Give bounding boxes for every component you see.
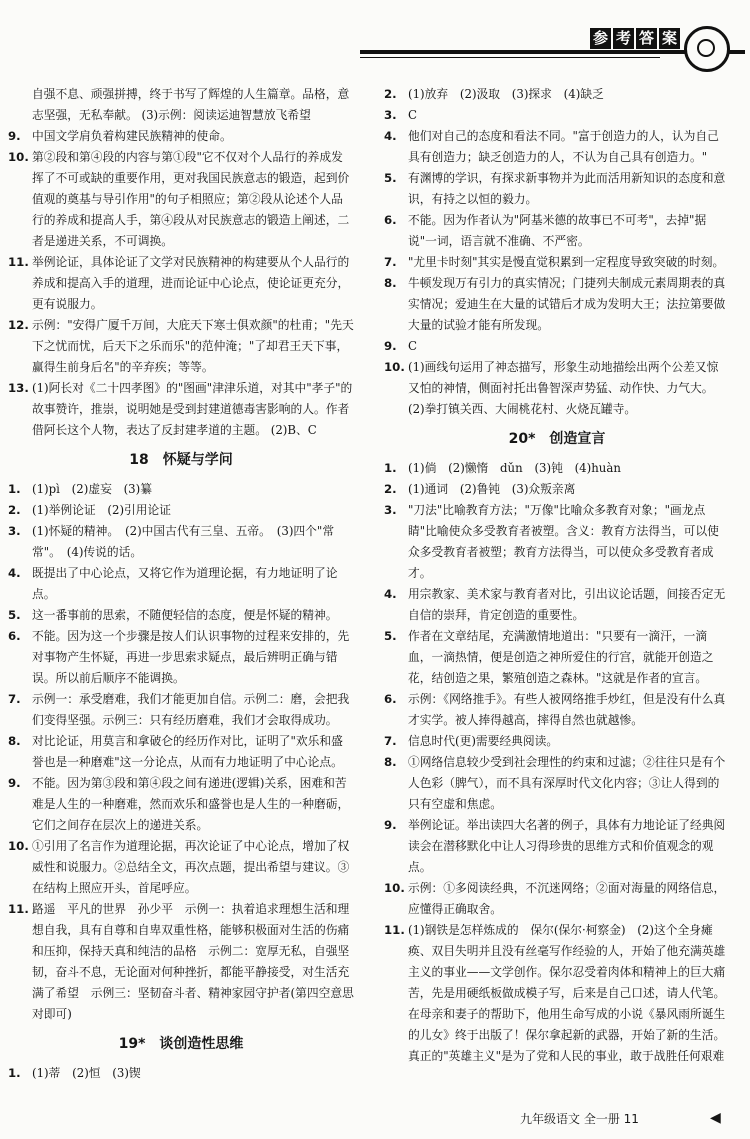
answer-item	[8, 500, 354, 521]
answer-text: 示例：《网络推手》。有些人被网络推手炒红，但是没有什么真才实学。被人捧得越高，摔得自然也就越惨。	[408, 692, 726, 727]
header-title-char: 案	[659, 28, 680, 49]
answer-item	[384, 920, 730, 1067]
answer-text: (1)怀疑的精神。 (2)中国古代有三皇、五帝。 (3)四个"常常"。 (4)传说的话。	[32, 524, 335, 559]
answer-number: 5.	[384, 171, 397, 185]
answer-number: 3.	[384, 503, 397, 517]
answer-text: (1)举例论证 (2)引用论证	[32, 503, 172, 517]
answer-text: 用宗教家、美术家与教育者对比，引出议论话题，间接否定无自信的崇拜，肯定创造的重要性。	[408, 587, 726, 622]
answer-number: 13.	[8, 381, 29, 395]
answer-item	[8, 84, 354, 126]
answer-item	[384, 752, 730, 815]
answer-text: ①引用了名言作为道理论据，再次论证了中心论点，增加了权威性和说服力。②总结全文，再次点题，提出希望与建议。③在结构上照应开头，首尾呼应。	[32, 839, 350, 895]
answer-item	[8, 1063, 354, 1084]
header-title	[590, 28, 680, 49]
answer-item	[8, 605, 354, 626]
answer-number: 5.	[8, 608, 21, 622]
answer-text: 有渊博的学识，有探求新事物并为此而活用新知识的态度和意识，有持之以恒的毅力。	[408, 171, 726, 206]
answer-item	[8, 689, 354, 731]
answer-item	[384, 336, 730, 357]
answer-number: 10.	[8, 150, 29, 164]
answer-number: 1.	[8, 482, 21, 496]
answer-item	[384, 584, 730, 626]
answer-item	[8, 378, 354, 441]
answer-item	[384, 105, 730, 126]
answer-text: "尤里卡时刻"其实是慢直觉积累到一定程度导致突破的时刻。	[408, 255, 725, 269]
answer-number: 9.	[384, 339, 397, 353]
answer-text: (1)画线句运用了神态描写，形象生动地描绘出两个公差又惊又怕的神情，侧面衬托出鲁智深声势猛、动作快、力气大。 (2)拳打镇关西、大闹桃花村、火烧瓦罐寺。	[408, 360, 719, 416]
answer-text: 不能。因为第③段和第④段之间有递进(逻辑)关系，困难和苦难是人生的一种磨难，然而欢乐和盛誉也是人生的一种磨砺，它们之间存在层次上的递进关系。	[32, 776, 350, 832]
answer-number: 10.	[8, 839, 29, 853]
answer-item	[8, 479, 354, 500]
answer-item	[384, 626, 730, 689]
answer-text: 既提出了中心论点，又将它作为道理论据，有力地证明了论点。	[32, 566, 338, 601]
right-column	[384, 84, 730, 1067]
answer-item	[384, 878, 730, 920]
answer-text: (1)阿长对《二十四孝图》的"图画"津津乐道，对其中"孝子"的故事赞许，推崇，说明她是受到封建道德毒害影响的人。作者借阿长这个人物，表达了反封建孝道的主题。 (2)B、C	[32, 381, 353, 437]
answer-item	[384, 815, 730, 878]
answer-item	[8, 126, 354, 147]
answer-item	[8, 521, 354, 563]
answer-number: 8.	[384, 755, 397, 769]
section-title: 20* 创造宣言	[508, 431, 606, 447]
header-rule-thin	[360, 57, 660, 58]
answer-number: 9.	[8, 776, 21, 790]
answer-item	[8, 773, 354, 836]
answer-number: 2.	[384, 482, 397, 496]
answer-text: 示例："安得广厦千万间，大庇天下寒士俱欢颜"的杜甫；"先天下之忧而忧，后天下之乐而乐"的范仲淹；"了却君王天下事，赢得生前身后名"的辛弃疾；等等。	[32, 318, 354, 374]
answer-number: 7.	[8, 692, 21, 706]
answer-number: 5.	[384, 629, 397, 643]
answer-number: 11.	[8, 902, 29, 916]
answer-number: 11.	[384, 923, 405, 937]
answer-item	[384, 273, 730, 336]
answer-item	[384, 357, 730, 420]
answer-number: 9.	[8, 129, 21, 143]
answer-text: 自强不息、顽强拼搏，终于书写了辉煌的人生篇章。品格，意志坚强，无私奉献。 (3)示例：阅读运迪智慧放飞希望	[32, 87, 350, 122]
answer-text: (1)通词 (2)鲁钝 (3)众叛亲离	[408, 482, 576, 496]
header-logo-icon	[684, 26, 730, 72]
answer-number: 3.	[384, 108, 397, 122]
answer-text: C	[408, 339, 417, 353]
answer-text: 中国文学肩负着构建民族精神的使命。	[32, 129, 232, 143]
answer-text: 路遥 平凡的世界 孙少平 示例一：执着追求理想生活和理想自我，具有自尊和自卑双重性格，能够积极面对生活的伤痛和压抑，保持天真和纯洁的品格 示例二：宽厚无私，自强坚韧，奋斗不息，无论面对何种挫折，都能平静接受，对生活充满了希望 示例三：坚韧奋斗者、精神家园守护者(第四空意思对即可)	[32, 902, 354, 1021]
answer-item	[8, 563, 354, 605]
page-arrow-icon: ◀	[710, 1110, 721, 1126]
answer-text: (1)蒂 (2)恒 (3)锲	[32, 1066, 141, 1080]
answer-text: (1)钢铁是怎样炼成的 保尔(保尔·柯察金) (2)这个全身瘫痪、双目失明并且没有丝毫写作经验的人，开始了他充满英雄主义的事业——文学创作。保尔忍受着肉体和精神上的巨大痛苦，先是用硬纸板做成模子写，后来是自己口述，请人代笔。在母亲和妻子的帮助下，他用生命写成的小说《暴风雨所诞生的儿女》终于出版了！保尔拿起新的武器，开始了新的生活。真正的"英雄主义"是为了党和人民的事业，敢于战胜任何艰难	[408, 923, 726, 1063]
answer-text: 他们对自己的态度和看法不同。"富于创造力的人，认为自己具有创造力；缺乏创造力的人，不认为自己具有创造力。"	[408, 129, 719, 164]
answer-text: (1)倘 (2)懒惰 dǔn (3)钝 (4)huàn	[408, 461, 621, 475]
answer-text: 示例：①多阅读经典，不沉迷网络；②面对海量的网络信息，应懂得正确取舍。	[408, 881, 726, 916]
answer-number: 6.	[384, 692, 397, 706]
answer-item	[8, 899, 354, 1025]
answer-text: C	[408, 108, 417, 122]
answer-text: 举例论证，具体论证了文学对民族精神的构建要从个人品行的养成和提高入手的道理，进而论证中心论点，使论证更充分，更有说服力。	[32, 255, 350, 311]
answer-number: 4.	[8, 566, 21, 580]
answer-text: 不能。因为作者认为"阿基米德的故事已不可考"，去掉"据说"一词，语言就不准确、不严密。	[408, 213, 707, 248]
answer-text: 这一番事前的思索，不随便轻信的态度，便是怀疑的精神。	[32, 608, 338, 622]
answer-number: 3.	[8, 524, 21, 538]
answer-item	[8, 836, 354, 899]
answer-number: 1.	[384, 461, 397, 475]
answer-item	[384, 500, 730, 584]
answer-number: 8.	[384, 276, 397, 290]
answer-number: 12.	[8, 318, 29, 332]
header-title-char: 考	[613, 28, 634, 49]
answer-item	[8, 147, 354, 252]
header-title-char: 答	[636, 28, 657, 49]
answer-number: 6.	[8, 629, 21, 643]
answer-item	[8, 626, 354, 689]
answer-text: ①网络信息较少受到社会理性的约束和过滤；②往往只是有个人色彩（脾气），而不具有深厚时代文化内容；③让人得到的只有空虚和焦虑。	[408, 755, 726, 811]
answer-number: 10.	[384, 881, 405, 895]
answer-number: 4.	[384, 587, 397, 601]
answer-item	[384, 126, 730, 168]
answer-number: 7.	[384, 734, 397, 748]
answer-item	[384, 731, 730, 752]
answer-number: 2.	[384, 87, 397, 101]
answer-number: 6.	[384, 213, 397, 227]
answer-item	[384, 458, 730, 479]
answer-item	[384, 210, 730, 252]
answer-text: 对比论证，用莫言和拿破仑的经历作对比，证明了"欢乐和盛誉也是一种磨难"这一分论点，从而有力地证明了中心论点。	[32, 734, 343, 769]
answer-text: 牛顿发现万有引力的真实情况；门捷列夫制成元素周期表的真实情况；爱迪生在大量的试错后才成为发明大王；法拉第要做大量的试验才能有所发现。	[408, 276, 726, 332]
answer-item	[384, 689, 730, 731]
answer-item	[384, 168, 730, 210]
footer-label: 九年级语文 全一册 11	[520, 1112, 639, 1126]
answer-item	[8, 731, 354, 773]
answer-text: 作者在文章结尾，充满激情地道出："只要有一滴汗，一滴血，一滴热情，便是创造之神所爱住的行宫，就能开创造之花，结创造之果，繁殖创造之森林。"这就是作者的宣言。	[408, 629, 714, 685]
answer-number: 9.	[384, 818, 397, 832]
answer-text: 第②段和第④段的内容与第①段"它不仅对个人品行的养成发挥了不可或缺的重要作用，更对我国民族意志的锻造，起到价值观的奠基与导引作用"的句子相照应；第②段从论述个人品行的养成和提高人手，第④段从对民族意志的锻造上阐述，二者是递进关系，不可调换。	[32, 150, 350, 248]
answer-number: 4.	[384, 129, 397, 143]
answer-item	[384, 252, 730, 273]
answer-item	[384, 84, 730, 105]
answer-number: 7.	[384, 255, 397, 269]
answer-number: 10.	[384, 360, 405, 374]
answer-text: (1)放弃 (2)汲取 (3)探求 (4)缺乏	[408, 87, 604, 101]
section-title: 18 怀疑与学问	[129, 452, 233, 468]
answer-text: "刀法"比喻教育方法；"万像"比喻众多教育对象；"画龙点睛"比喻使众多受教育者被塑。含义：教育方法得当，可以使众多受教育者被塑；教育方法得当，可以使众多受教育者成才。	[408, 503, 719, 580]
answer-number: 11.	[8, 255, 29, 269]
answer-item	[8, 252, 354, 315]
answer-item	[384, 479, 730, 500]
answer-item	[8, 315, 354, 378]
answer-number: 8.	[8, 734, 21, 748]
answer-text: 示例一：承受磨难，我们才能更加自信。示例二：磨，会把我们变得坚强。示例三：只有经历磨难，我们才会取得成功。	[32, 692, 350, 727]
answer-number: 2.	[8, 503, 21, 517]
answer-number: 1.	[8, 1066, 21, 1080]
header-title-char: 参	[590, 28, 611, 49]
answer-text: 不能。因为这一个步骤是按人们认识事物的过程来安排的，先对事物产生怀疑，再进一步思索求疑点，最后辨明正确与错误。所以前后顺序不能调换。	[32, 629, 350, 685]
answer-text: 信息时代(更)需要经典阅读。	[408, 734, 559, 748]
answer-text: (1)pì (2)虚妄 (3)纂	[32, 482, 152, 496]
left-column	[8, 84, 354, 1084]
section-title: 19* 谈创造性思维	[118, 1036, 244, 1052]
answer-text: 举例论证。举出读四大名著的例子，具体有力地论证了经典阅读会在潜移默化中让人习得珍贵的思维方式和价值观念的观点。	[408, 818, 726, 874]
